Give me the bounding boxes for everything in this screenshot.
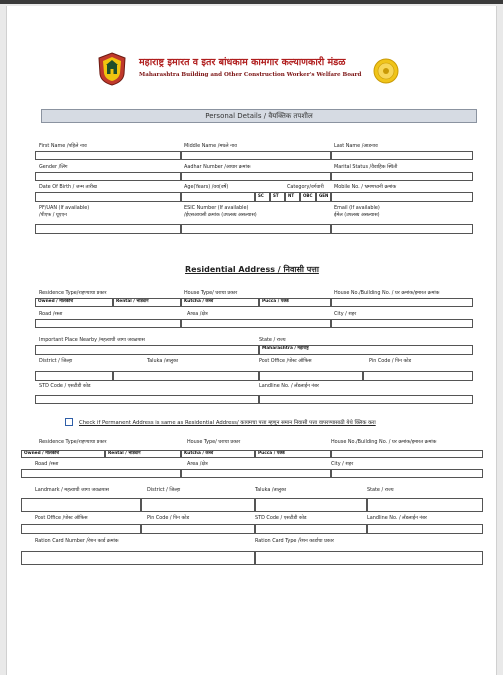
esic-input[interactable] [181, 224, 331, 234]
category-option-gen[interactable]: GEN [316, 192, 331, 202]
perm-taluka-label: Taluka /तालुका [255, 487, 286, 493]
perm-house-type-label: House Type/ घराचा प्रकार [187, 439, 241, 445]
perm-ration-no-label: Ration Card Number /रेशन कार्ड क्रमांक [35, 538, 119, 544]
res-landmark-input[interactable] [35, 345, 259, 355]
perm-road-input[interactable] [21, 469, 181, 478]
perm-city-label: City / शहर [331, 461, 354, 467]
res-road-label: Road /रस्ता [39, 311, 63, 317]
res-landmark-label: Important Place Nearby /महत्वाची जागा जवळपास [39, 337, 145, 343]
gender-select[interactable] [35, 172, 181, 181]
res-taluka-label: Taluka /तालुका [147, 358, 178, 364]
pf-uan-label: PF/UAN (If available) [39, 205, 90, 211]
res-state-label: State / राज्य [259, 337, 286, 343]
email-label: Email (If available) [334, 205, 380, 211]
board-title: महाराष्ट्र इमारत व इतर बांधकाम कामगार कल्याणकारी मंडळ [139, 57, 346, 68]
res-road-input[interactable] [35, 319, 181, 328]
age-label: Age(Years) /वय(वर्षे) [184, 184, 229, 190]
category-label: Category/वर्गवारी [287, 184, 324, 190]
perm-landmark-label: Landmark / महत्वाची जागा जवळपास [35, 487, 109, 493]
res-pin-input[interactable] [363, 371, 473, 381]
same-address-label[interactable]: Check if Permanent Address is same as Residential Address/ कायमचा पत्ता म्हणून समान निवासी पत्ता वापरण्यासाठी येथे क्लिक करा [79, 420, 376, 426]
email-label-marathi: ईमेल (उपलब्ध असल्यास) [334, 212, 380, 218]
perm-rental-option[interactable]: Rental / भाड्याने [105, 450, 181, 458]
res-pin-label: Pin Code / पिन कोड [369, 358, 412, 364]
aadhar-label: Aadhar Number /आधार क्रमांक [184, 164, 251, 170]
perm-district-label: District / जिल्हा [147, 487, 181, 493]
first-name-label: First Name /पहिले नाव [39, 143, 87, 149]
perm-std-label: STD Code / एसटीडी कोड [255, 515, 307, 521]
res-post-office-input[interactable] [259, 371, 363, 381]
pf-uan-label-marathi: /पीएफ / यूएएन [39, 212, 67, 218]
esic-label: ESIC Number (If available) [184, 205, 249, 211]
res-std-label: STD Code / एसटीडी कोड [39, 383, 91, 389]
res-std-input[interactable] [35, 395, 259, 404]
res-state-input[interactable]: Maharashtra / महाराष्ट्र [259, 345, 473, 355]
perm-landmark-input[interactable] [21, 498, 141, 512]
esic-label-marathi: /ईएसआयसी क्रमांक (उपलब्ध असल्यास) [184, 212, 257, 218]
perm-district-input[interactable] [141, 498, 255, 512]
res-residence-type-label: Residence Type/राहण्याचा प्रकार [39, 290, 107, 296]
res-house-no-label: House No./Building No. / घर क्रमांक/इमारत क्रमांक [334, 290, 440, 296]
res-kutcha-option[interactable]: Kutcha / कच्चे [181, 298, 259, 307]
marital-status-label: Marital Status /वैवाहिक स्थिती [334, 164, 398, 170]
category-option-obc[interactable]: OBC [300, 192, 316, 202]
perm-post-office-label: Post Office /पोस्ट ऑफिस [35, 515, 88, 521]
perm-kutcha-option[interactable]: Kutcha / कच्चे [181, 450, 255, 458]
marital-status-select[interactable] [331, 172, 473, 181]
middle-name-input[interactable] [181, 151, 331, 160]
res-city-input[interactable] [331, 319, 473, 328]
perm-landline-input[interactable] [367, 524, 483, 534]
perm-road-label: Road /रस्ता [35, 461, 59, 467]
last-name-input[interactable] [331, 151, 473, 160]
res-rental-option[interactable]: Rental / भाड्याने [113, 298, 181, 307]
perm-pucca-option[interactable]: Pucca / पक्के [255, 450, 331, 458]
res-district-label: District / जिल्हा [39, 358, 73, 364]
mobile-input[interactable] [331, 192, 473, 202]
perm-area-input[interactable] [181, 469, 331, 478]
res-house-type-label: House Type/ घराचा प्रकार [184, 290, 238, 296]
pf-uan-input[interactable] [35, 224, 181, 234]
aadhar-input[interactable] [181, 172, 331, 181]
res-landline-label: Landline No. / लँडलाईन नंबर [259, 383, 319, 389]
perm-state-label: State / राज्य [367, 487, 394, 493]
board-emblem-icon [97, 52, 127, 86]
perm-ration-type-label: Ration Card Type /रेशन कार्डाचा प्रकार [255, 538, 334, 544]
perm-house-no-label: House No./Building No. / घर क्रमांक/इमारत क्रमांक [331, 439, 437, 445]
middle-name-label: Middle Name /मधले नाव [184, 143, 237, 149]
personal-details-header: Personal Details / वैयक्तिक तपशील [41, 109, 477, 123]
perm-landline-label: Landline No. / लँडलाईन नंबर [367, 515, 427, 521]
res-landline-input[interactable] [259, 395, 473, 404]
mobile-label: Mobile No. / भ्रमणध्वनी क्रमांक [334, 184, 397, 190]
res-district-input[interactable] [35, 371, 113, 381]
perm-post-office-input[interactable] [21, 524, 141, 534]
email-input[interactable] [331, 224, 473, 234]
res-post-office-label: Post Office /पोस्ट ऑफिस [259, 358, 312, 364]
perm-std-input[interactable] [255, 524, 367, 534]
perm-pin-input[interactable] [141, 524, 255, 534]
form-page [6, 6, 497, 675]
category-option-sc[interactable]: SC [255, 192, 270, 202]
perm-owned-option[interactable]: Owned / मालकीचे [21, 450, 105, 458]
residential-address-heading: Residential Address / निवासी पत्ता [185, 265, 319, 274]
age-input[interactable] [181, 192, 255, 202]
res-taluka-input[interactable] [113, 371, 259, 381]
res-area-input[interactable] [181, 319, 331, 328]
last-name-label: Last Name /आडनाव [334, 143, 378, 149]
dob-input[interactable] [35, 192, 181, 202]
first-name-input[interactable] [35, 151, 181, 160]
same-address-checkbox[interactable] [65, 418, 73, 426]
perm-ration-type-input[interactable] [255, 551, 483, 565]
perm-taluka-input[interactable] [255, 498, 367, 512]
perm-state-input[interactable] [367, 498, 483, 512]
perm-house-no-input[interactable] [331, 450, 483, 458]
top-bar [0, 0, 503, 4]
perm-area-label: Area /क्षेत्र [187, 461, 208, 467]
gender-label: Gender /लिंग [39, 164, 68, 170]
res-pucca-option[interactable]: Pucca / पक्के [259, 298, 331, 307]
res-area-label: Area /क्षेत्र [187, 311, 208, 317]
perm-residence-type-label: Residence Type/राहण्याचा प्रकार [39, 439, 107, 445]
perm-city-input[interactable] [331, 469, 483, 478]
res-house-no-input[interactable] [331, 298, 473, 307]
perm-pin-label: Pin Code / पिन कोड [147, 515, 190, 521]
category-option-nt[interactable]: NT [285, 192, 300, 202]
res-owned-option[interactable]: Owned / मालकीचे [35, 298, 113, 307]
res-city-label: City / शहर [334, 311, 357, 317]
seal-icon [373, 58, 399, 84]
board-subtitle: Maharashtra Building and Other Construction Worker's Welfare Board [139, 72, 362, 78]
category-option-st[interactable]: ST [270, 192, 285, 202]
perm-ration-no-input[interactable] [21, 551, 255, 565]
dob-label: Date Of Birth / जन्म तारीख [39, 184, 97, 190]
